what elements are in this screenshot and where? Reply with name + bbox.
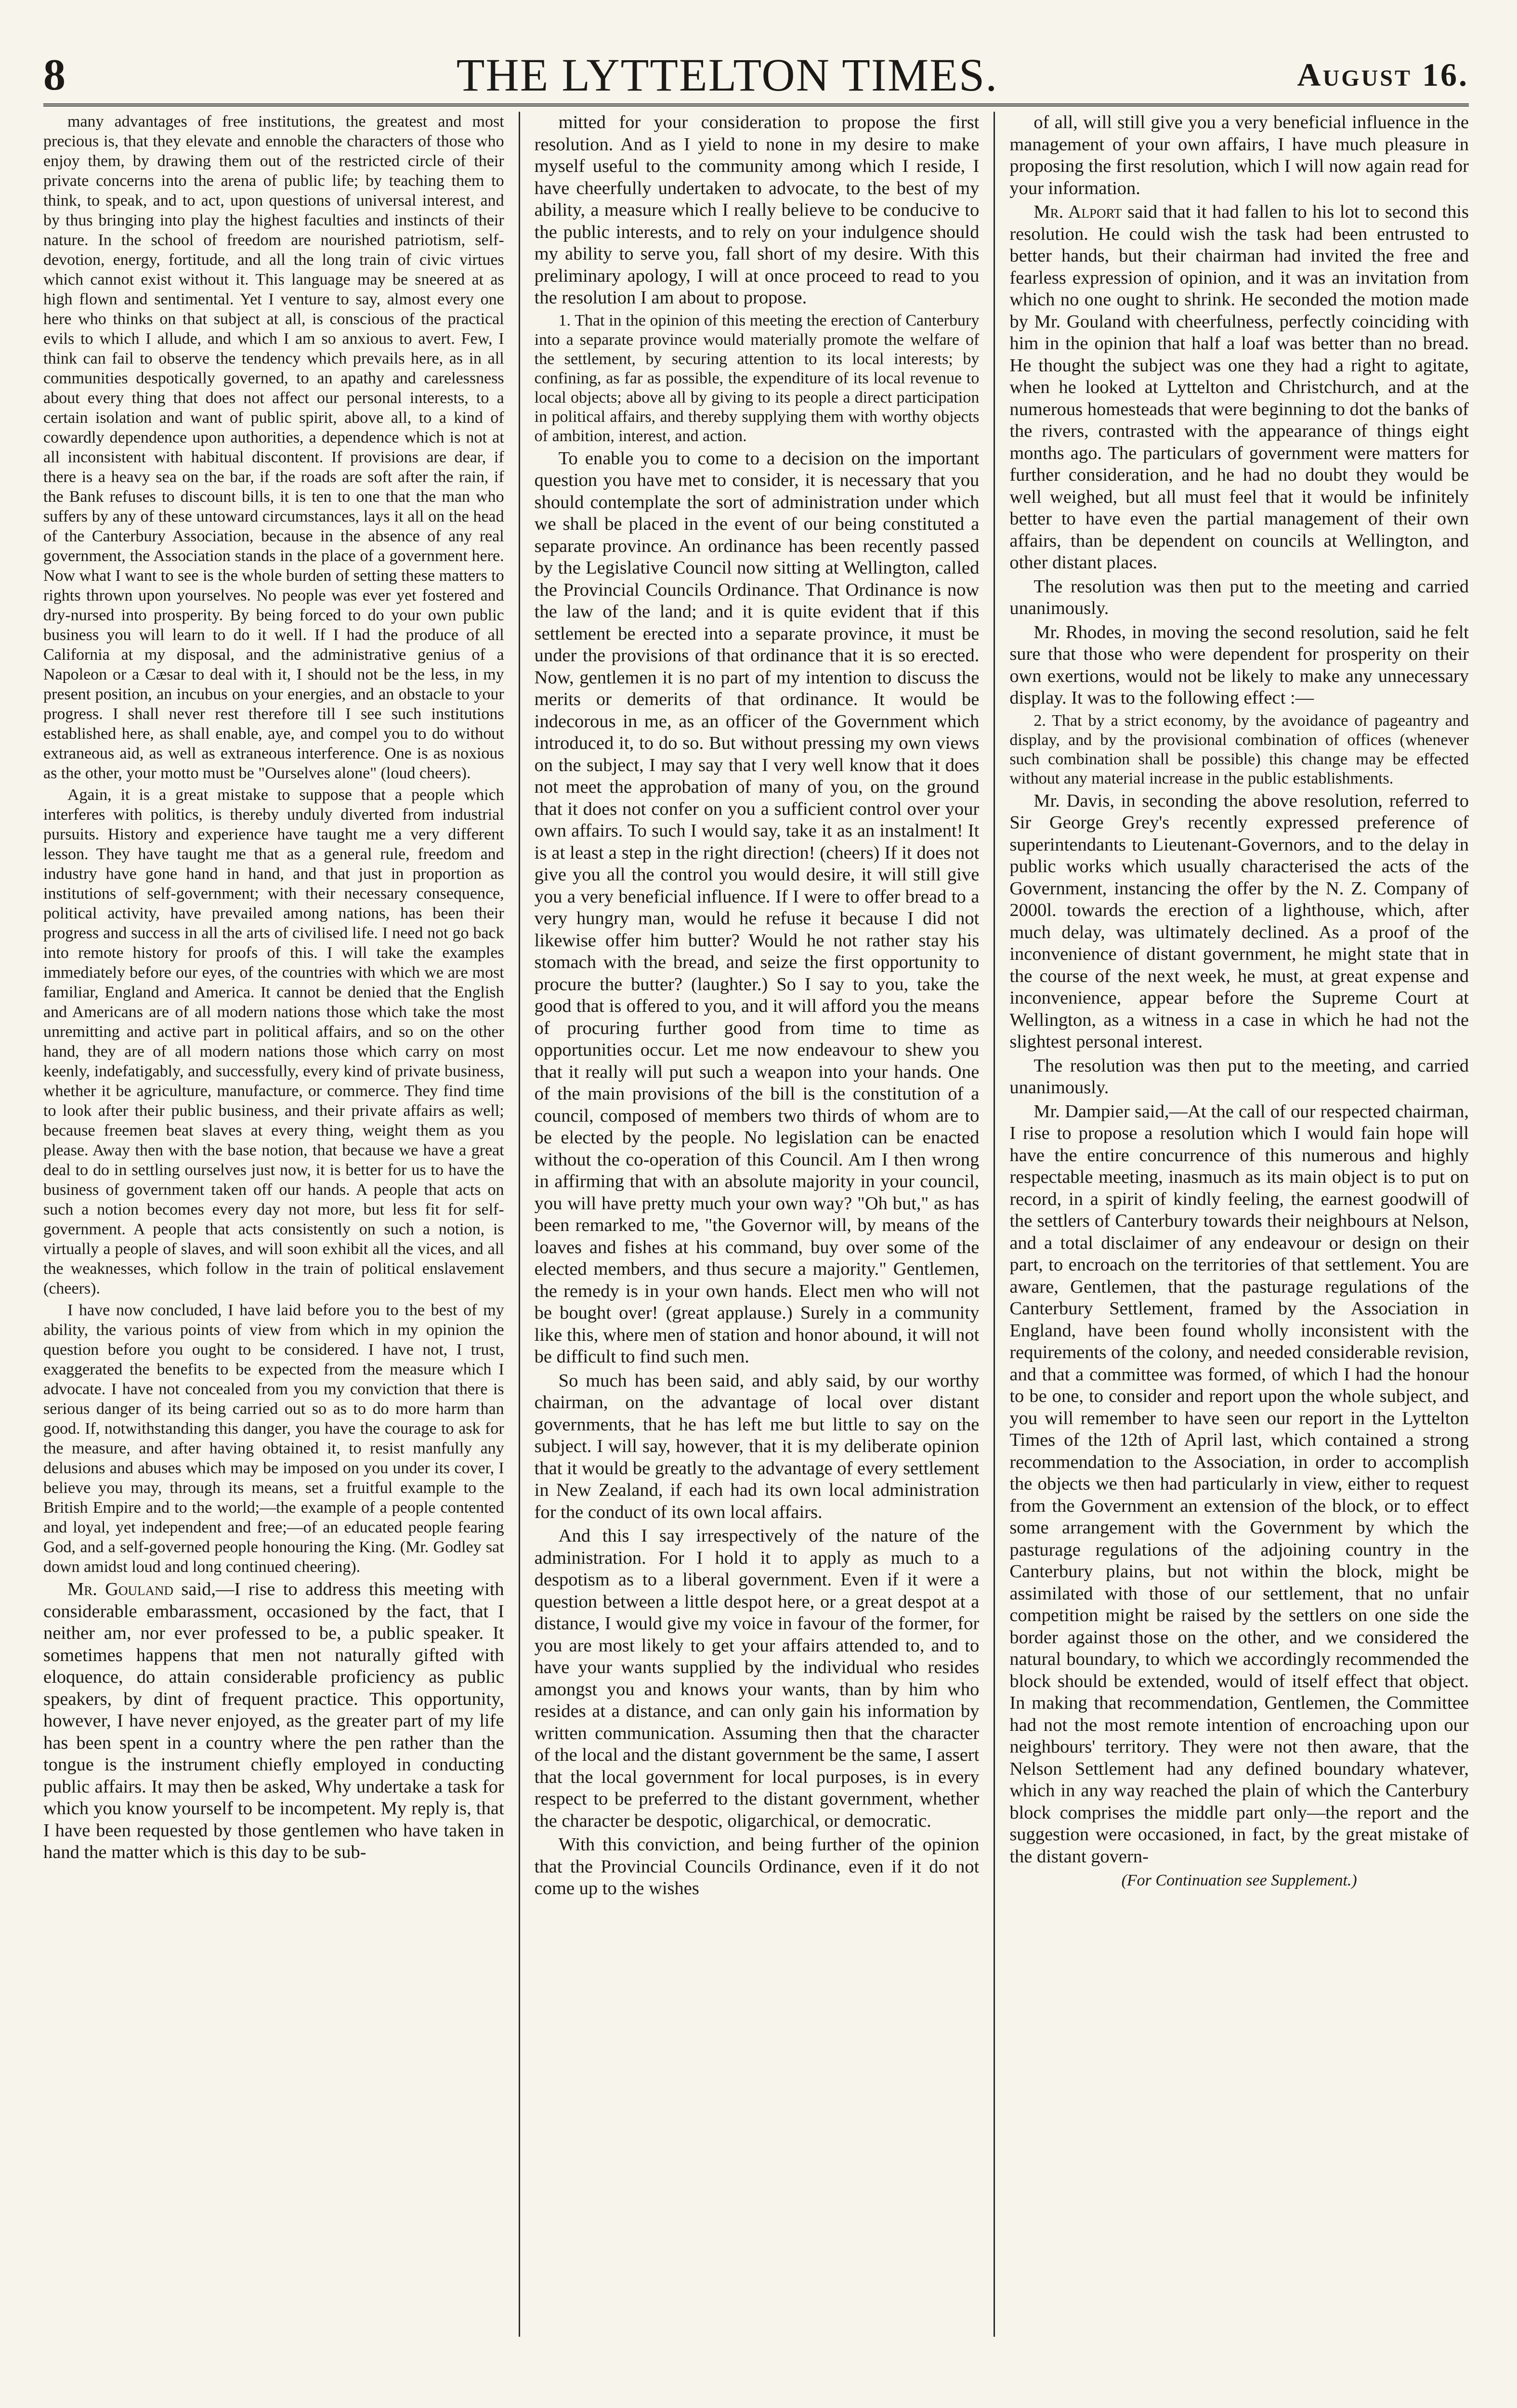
- paragraph: I have now concluded, I have laid before you to the best of my ability, the various points of view from which in my opinion the question before you ought to be considered. I have not, I trust, exaggerated the benefits to be expected from the measure which I advocate. I have not concealed from you my conviction that there is serious danger of its being carried out so as to do more harm than good. If, notwithstanding this danger, you have the courage to ask for the measure, and after having obtained it, to resist manfully any delusions and abuses which may be imposed on you under its cover, I believe you may, through its means, set a fruitful example to the British Empire and to the world;—the example of a people contented and loyal, yet independent and free;—of an educated people fearing God, and a self-governed people honouring the King. (Mr. Godley sat down amidst loud and long continued cheering).: [43, 1301, 504, 1576]
- issue-date: August 16.: [1297, 56, 1469, 93]
- paragraph: The resolution was then put to the meeting, and carried unanimously.: [1009, 1055, 1469, 1098]
- paragraph: mitted for your consideration to propose the first resolution. And as I yield to none in my desire to make myself useful to the community among which I reside, I have cheerfully undertaken to advocate, to the best of my ability, a measure which I really believe to be conducive to the public interests, and to rely on your indulgence should my ability to serve you, fall short of my desire. With this preliminary apology, I will at once proceed to read to you the resolution I am about to propose.: [534, 112, 980, 308]
- paragraph: Mr. Rhodes, in moving the second resolution, said he felt sure that those who were dependent for prosperity on their own exertions, would not be likely to make any unnecessary display. It was to the following effect :—: [1009, 622, 1469, 708]
- paragraph: To enable you to come to a decision on the important question you have met to consider, it is necessary that you should contemplate the sort of administration under which we shall be placed in the event of our being constituted a separate province. An ordinance has been recently passed by the Legislative Council now sitting at Wellington, called the Provincial Councils Ordinance. That Ordinance is now the law of the land; and it is quite evident that if this settlement be erected into a separate province, it must be under the provisions of that ordinance that it is so erected. Now, gentlemen it is no part of my intention to discuss the merits or demerits of that ordinance. It would be indecorous in me, as an officer of the Government which introduced it, to do so. But without pressing my own views on the subject, I may say that I very well know that it does not meet the approbation of many of you, on the ground that it does not confer on you a sufficient control over your own affairs. To such I would say, take it as an instalment! It is at least a step in the right direction! (cheers) If it does not give you all the control you would desire, it will still give you a very beneficial influence. If I were to offer bread to a very hungry man, would he refuse it because I did not likewise offer him butter? Would he not rather stay his stomach with the bread, and seize the first opportunity to procure the butter? (laughter.) So I say to you, take the good that is offered to you, and it will afford you the means of procuring further good from time to time as opportunities occur. Let me now endeavour to shew you that it really will put such a weapon into your hands. One of the main provisions of the bill is the constitution of a council, composed of members two thirds of whom are to be elected by the people. No legislation can be enacted without the co-operation of this Council. Am I then wrong in affirming that with an absolute majority in your council, you will have pretty much your own way? "Oh but," as has been remarked to me, "the Governor will, by means of the loaves and fishes at his command, buy over some of the elected members, and thus secure a majority." Gentlemen, the remedy is in your own hands. Elect men who will not be bought over! (great applause.) Surely in a community like this, where men of station and honor abound, it will not be difficult to find such men.: [534, 448, 980, 1367]
- paragraph: With this conviction, and being further of the opinion that the Provincial Councils Ordinance, even if it do not come up to the wishes: [534, 1834, 980, 1898]
- column-1: [43, 112, 519, 2337]
- newspaper-title: THE LYTTELTON TIMES.: [456, 49, 998, 101]
- resolution-text: 1. That in the opinion of this meeting the erection of Canterbury into a separate province would materially promote the welfare of the settlement, by securing attention to its local interests; by confining, as far as possible, the expenditure of its local revenue to local objects; above all by giving to its people a direct participation in political affairs, and thereby supplying them with worthy objects of ambition, interest, and action.: [534, 311, 980, 445]
- paragraph: So much has been said, and ably said, by our worthy chairman, on the advantage of local over distant governments, that he has left me but little to say on the subject. I will say, however, that it is my deliberate opinion that it would be greatly to the advantage of every settlement in New Zealand, if each had its own local administration for the conduct of its own local affairs.: [534, 1370, 980, 1522]
- speech-paragraph: [1009, 201, 1469, 574]
- column-2: [519, 112, 994, 2337]
- paragraph: And this I say irrespectively of the nature of the administration. For I hold it to apply as much to a despotism as to a liberal government. Even if it were a question between a little despot here, or a great despot at a distance, I would give my voice in favour of the former, for you are most likely to get your affairs attended to, and to have your wants supplied by the individual who resides amongst you and knows your wants, than by him who resides at a distance, and can only gain his information by written communication. Assuming then that the character of the local and the distant government be the same, I assert that the local government for local purposes, is in every respect to be preferred to the distant government, whether the character be despotic, oligarchical, or democratic.: [534, 1526, 980, 1831]
- speaker-name: Mr. Gouland: [67, 1579, 174, 1599]
- speech-paragraph: [43, 1579, 504, 1864]
- masthead: [43, 46, 1469, 106]
- speech-text: said,—I rise to address this meeting with considerable embarassment, occasioned by the fact, that I neither am, nor ever professed to be, a public speaker. It sometimes happens that men not naturally gifted with eloquence, do attain considerable proficiency as public speakers, by dint of frequent practice. This opportunity, however, I have never enjoyed, as the greater part of my life has been spent in a country where the pen rather than the tongue is the instrument chiefly employed in conducting public affairs. It may then be asked, Why undertake a task for which you know yourself to be incompetent. My reply is, that I have been requested by those gentlemen who have taken in hand the matter which is this day to be sub-: [43, 1579, 504, 1862]
- paragraph: The resolution was then put to the meeting and carried unanimously.: [1009, 576, 1469, 618]
- speech-text: said that it had fallen to his lot to second this resolution. He could wish the task had been entrusted to better hands, but their chairman had invited the free and fearless expression of opinion, and it was an invitation from which no one ought to shrink. He seconded the motion made by Mr. Gouland with cheerfulness, perfectly coinciding with him in the opinion that half a loaf was better than no bread. He thought the subject was one they had a right to agitate, when he looked at Lyttelton and Christchurch, and at the numerous homesteads that were beginning to dot the banks of the rivers, contrasted with the appearance of things eight months ago. The particulars of government were matters for further consideration, and he had no doubt they would be well weighed, but all must feel that it would be infinitely better to have even the partial management of their own affairs, than be dependent on councils at Wellington, and other distant places.: [1009, 202, 1469, 573]
- column-3: [994, 112, 1469, 2337]
- speaker-name: Mr. Alport: [1033, 202, 1122, 222]
- paragraph: many advantages of free institutions, the greatest and most precious is, that they elevate and ennoble the characters of those who enjoy them, by drawing them out of the restricted circle of their private concerns into the arena of public life; by teaching them to think, to speak, and to act, upon questions of universal interest, and by thus bringing into play the highest faculties and instincts of their nature. In the school of freedom are nourished patriotism, self-devotion, energy, fortitude, and all the long train of civic virtues which cannot exist without it. This language may be sneered at as high flown and sentimental. Yet I venture to say, almost every one here who thinks on that subject at all, is conscious of the practical evils to which I allude, and which I am so anxious to avert. Few, I think can fail to observe the tendency which prevails here, as in all communities despotically governed, to an apathy and carelessness about every thing that does not affect our personal interests, to a certain isolation and want of public spirit, above all, to a kind of cowardly dependence upon authorities, a dependence which is not at all inconsistent with habitual discontent. If provisions are dear, if there is a heavy sea on the bar, if the roads are soft after the rain, if the Bank refuses to discount bills, it is ten to one that the man who suffers by any of these untoward circumstances, lays it all on the head of the Canterbury Association, because in the absence of any real government, the Association stands in the place of a government here. Now what I want to see is the whole burden of setting these matters to rights thrown upon yourselves. No people was ever yet fostered and dry-nursed into prosperity. By being forced to do your own public business you will learn to do it well. If I had the produce of all California at my disposal, and the administrative genius of a Napoleon or a Cæsar to deal with it, I should not be the less, in my present position, an incubus on your energies, and an obstacle to your progress. I shall never rest therefore till I see such institutions established here, as shall enable, aye, and compel you to do without extraneous aid, as well as extraneous interference. One is as noxious as the other, your motto must be "Ourselves alone" (loud cheers).: [43, 113, 504, 782]
- continuation-note: (For Continuation see Supplement.): [1121, 1871, 1357, 1889]
- paragraph: Mr. Davis, in seconding the above resolution, referred to Sir George Grey's recently expressed preference of superintendants to Lieutenant-Governors, and to the delay in public works which usually characterised the acts of the Government, instancing the offer by the N. Z. Company of 2000l. towards the erection of a lighthouse, which, after much delay, was ultimately declined. As a proof of the inconvenience of distant government, he might state that in the course of the next week, he must, at great expense and inconvenience, appear before the Supreme Court at Wellington, as a witness in a case in which he had not the slightest personal interest.: [1009, 790, 1469, 1052]
- paragraph: Mr. Dampier said,—At the call of our respected chairman, I rise to propose a resolution which I would fain hope will have the entire concurrence of this numerous and highly respectable meeting, inasmuch as its main object is to put on record, in a spirit of kindly feeling, the earnest goodwill of the settlers of Canterbury towards their neighbours at Nelson, and a total disclaimer of any endeavour or design on their part, to encroach on the territories of that settlement. You are aware, Gentlemen, that the pasturage regulations of the Canterbury Settlement, framed by the Association in England, have been found wholly inconsistent with the requirements of the colony, and needed considerable revision, and that a committee was formed, of which I had the honour to be one, to consider and report upon the whole subject, and you will remember to have seen our report in the Lyttelton Times of the 12th of April last, which contained a strong recommendation to the Association, in order to accomplish the objects we then had particularly in view, either to request from the Government an extension of the block, or to effect some arrangement with the Government by which the pasturage regulations of the adjoining country in the Canterbury plains, but not within the block, might be assimilated with those of our settlement, that no unfair competition might be raised by the settlers on one side the border against those on the other, and we considered the natural boundary, to which we accordingly recommended the block should be extended, would of itself effect that object. In making that recommendation, Gentlemen, the Committee had not the most remote intention of encroaching upon our neighbours' territory. They were not then aware, that the Nelson Settlement had any defined boundary whatever, which in any way reached the plain of which the Canterbury block comprises the middle part only—the report and the suggestion were occasioned, in fact, by the great mistake of the distant govern-: [1009, 1101, 1469, 1867]
- page-number: 8: [43, 50, 65, 99]
- paragraph: of all, will still give you a very beneficial influence in the management of your own affairs, I have much pleasure in proposing the first resolution, which I will now again read for your information.: [1009, 112, 1469, 198]
- paragraph: Again, it is a great mistake to suppose that a people which interferes with politics, is thereby unduly diverted from industrial pursuits. History and experience have taught me a very different lesson. They have taught me that as a general rule, freedom and industry have gone hand in hand, and that just in proportion as institutions of self-government; with their necessary consequence, political activity, have prevailed among nations, has been their progress and success in all the arts of civilised life. I need not go back into remote history for proofs of this. I will take the examples immediately before our eyes, of the countries with which we are most familiar, England and America. It cannot be denied that the English and Americans are of all modern nations those which take the most unremitting and active part in political affairs, and so on the other hand, they are of all modern nations those which carry on most keenly, indefatigably, and successfully, every kind of private business, whether it be agriculture, manufacture, or commerce. They find time to look after their public business, and their private affairs as well; because freemen beat slaves at every thing, weight them as you please. Away then with the base notion, that because we have a great deal to do in settling ourselves just now, it is better for us to have the business of government taken off our hands. A people that acts on such a notion becomes every day not more, but less fit for self-government. A people that acts consistently on such a notion, is virtually a people of slaves, and will soon exhibit all the vices, and all the weaknesses, which follow in the train of political enslavement (cheers).: [43, 786, 504, 1297]
- article-columns: [43, 112, 1469, 2337]
- resolution-text: 2. That by a strict economy, by the avoidance of pageantry and display, and by the provisional combination of offices (whenever such combination shall be possible) this change may be effected without any material increase in the public establishments.: [1009, 711, 1469, 787]
